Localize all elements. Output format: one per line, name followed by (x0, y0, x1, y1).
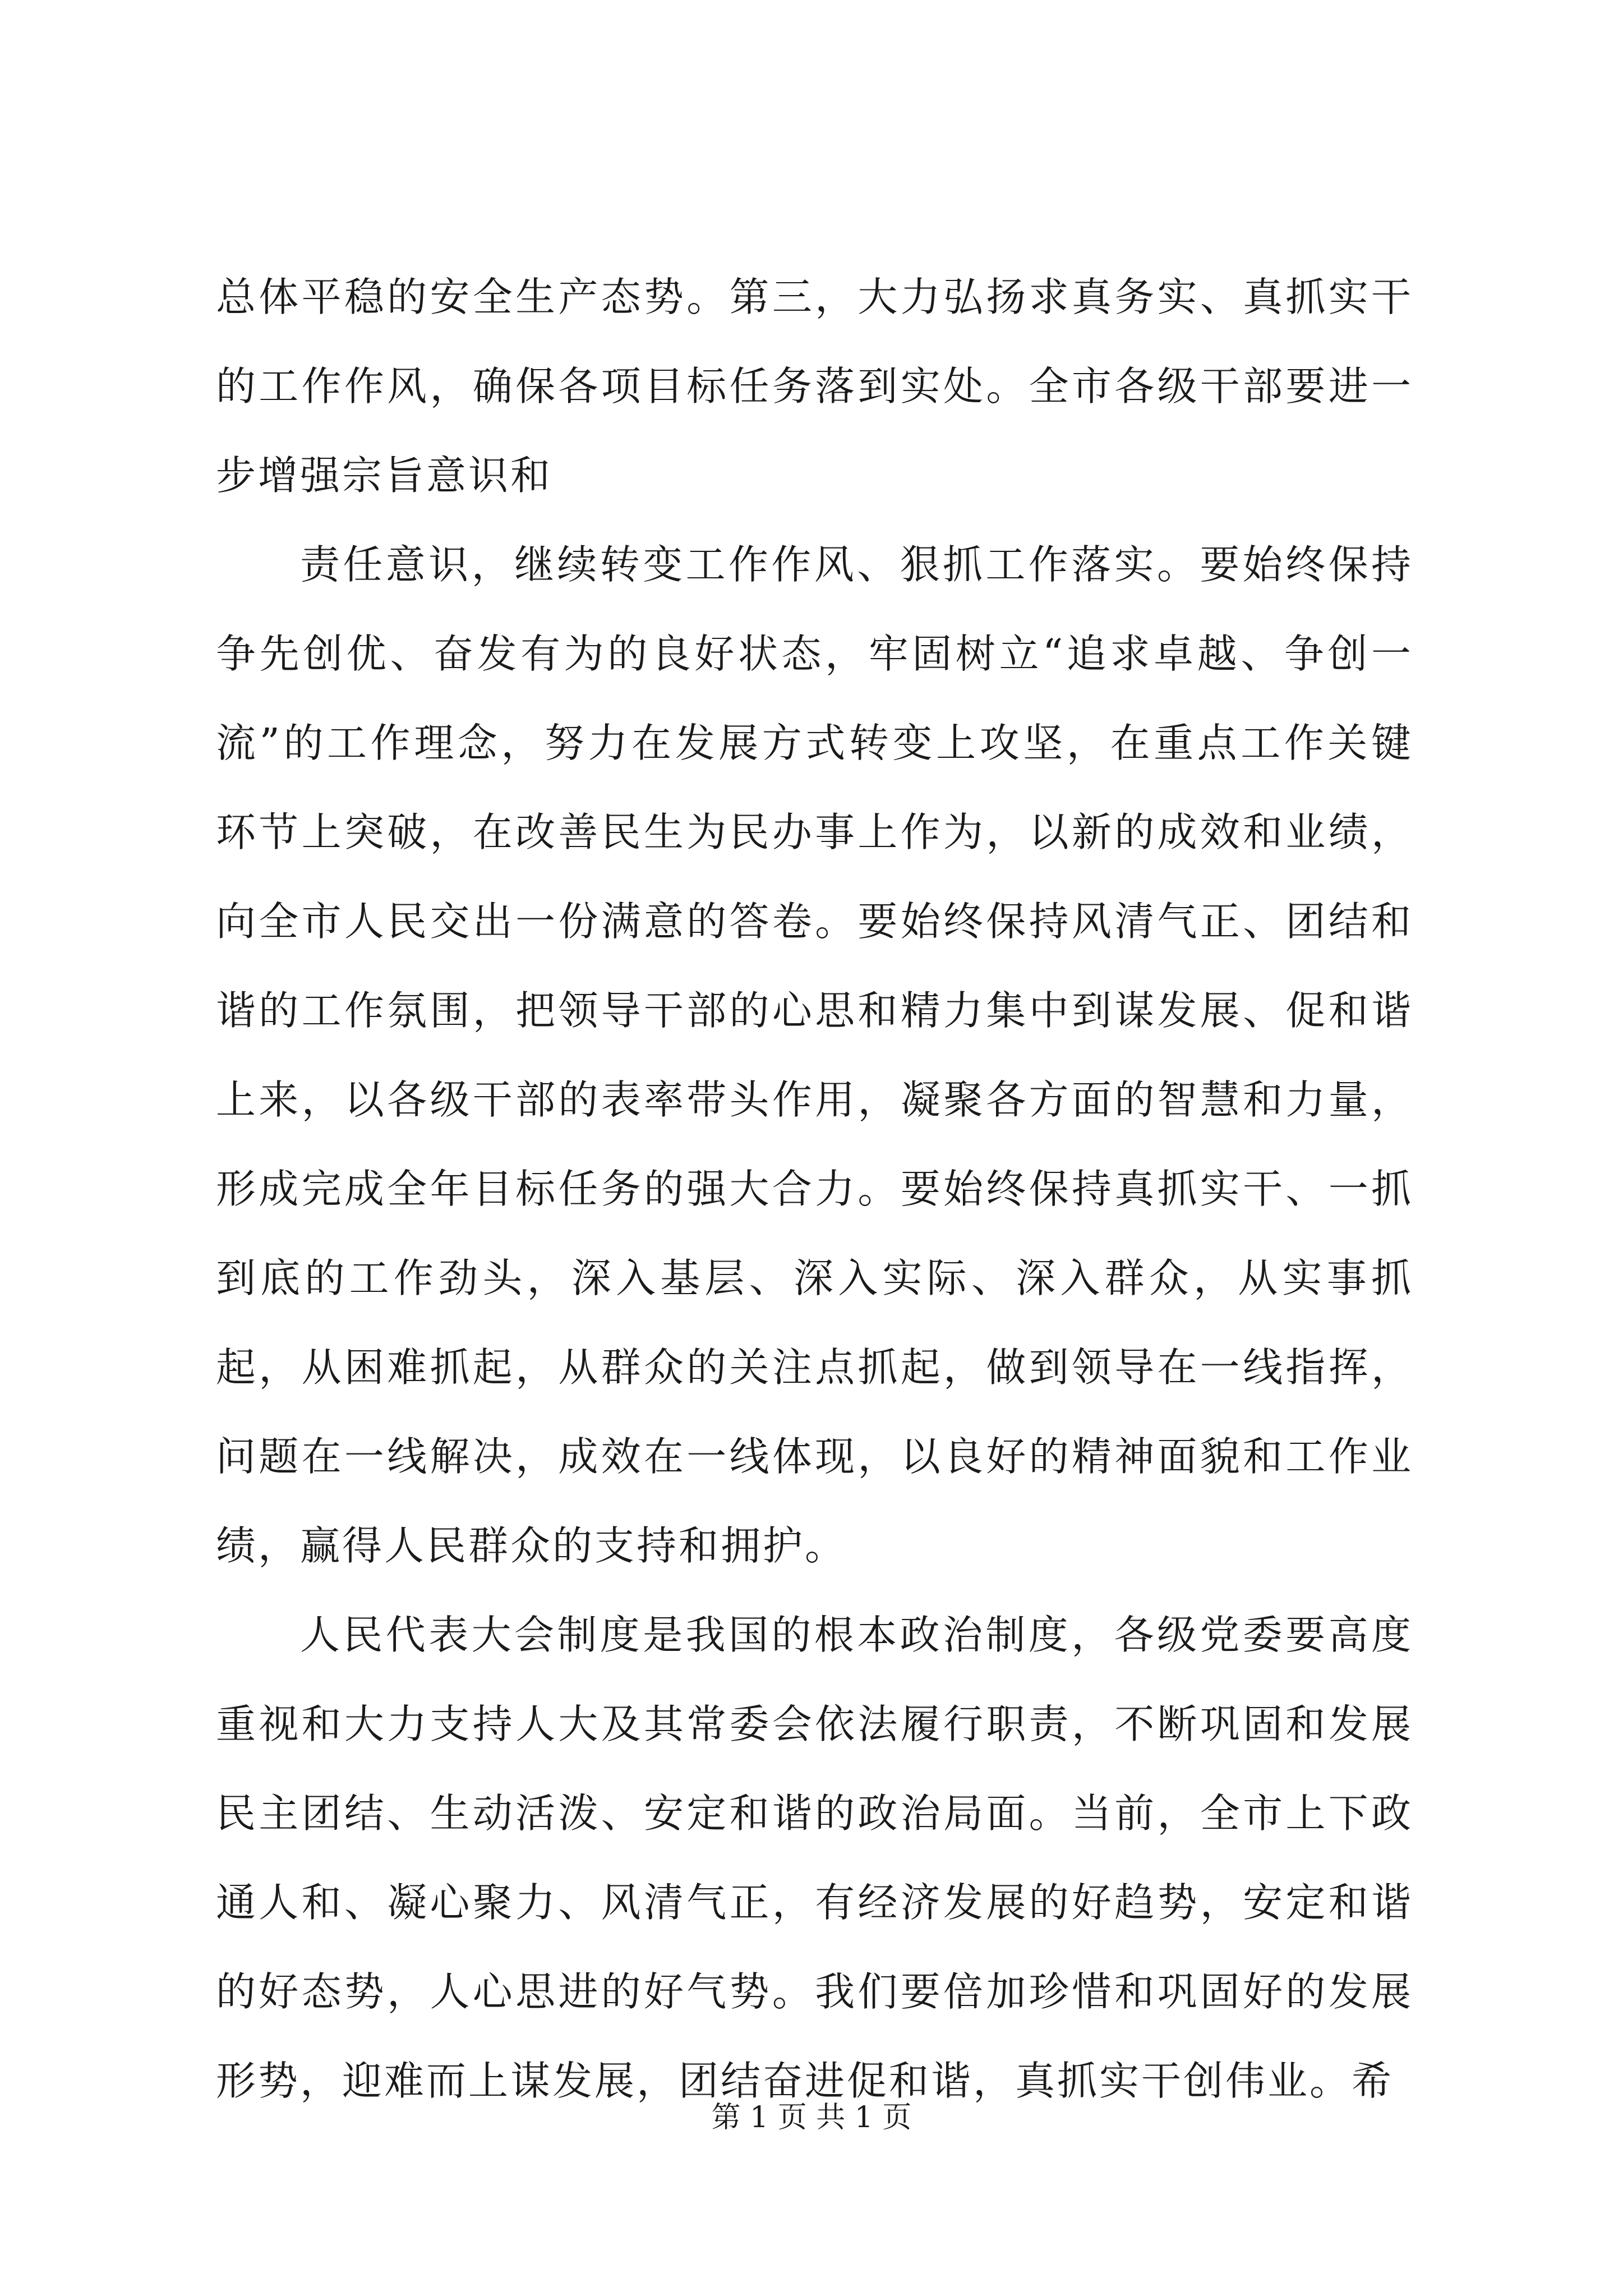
document-body (216, 252, 1413, 2125)
page-number-label: 第 1 页 共 1 页 (711, 2101, 912, 2134)
page-footer (0, 2098, 1623, 2137)
paragraph-2: 责任意识，继续转变工作作风、狠抓工作落实。要始终保持争先创优、奋发有为的良好状态，牢固树立“追求卓越、争创一流”的工作理念，努力在发展方式转变上攻坚，在重点工作关键环节上突破，在改善民生为民办事上作为，以新的成效和业绩，向全市人民交出一份满意的答卷。要始终保持风清气正、团结和谐的工作氛围，把领导干部的心思和精力集中到谋发展、促和谐上来，以各级干部的表率带头作用，凝聚各方面的智慧和力量，形成完成全年目标任务的强大合力。要始终保持真抓实干、一抓到底的工作劲头，深入基层、深入实际、深入群众，从实事抓起，从困难抓起，从群众的关注点抓起，做到领导在一线指挥，问题在一线解决，成效在一线体现，以良好的精神面貌和工作业绩，赢得人民群众的支持和拥护。 (216, 541, 1413, 1569)
paragraph-3: 人民代表大会制度是我国的根本政治制度，各级党委要高度重视和大力支持人大及其常委会依法履行职责，不断巩固和发展民主团结、生动活泼、安定和谐的政治局面。当前，全市上下政通人和、凝心聚力、风清气正，有经济发展的好趋势，安定和谐的好态势，人心思进的好气势。我们要倍加珍惜和巩固好的发展形势，迎难而上谋发展，团结奋进促和谐，真抓实干创伟业。希 (216, 1612, 1413, 2104)
paragraph-1: 总体平稳的安全生产态势。第三，大力弘扬求真务实、真抓实干的工作作风，确保各项目标任务落到实处。全市各级干部要进一步增强宗旨意识和 (216, 274, 1413, 499)
